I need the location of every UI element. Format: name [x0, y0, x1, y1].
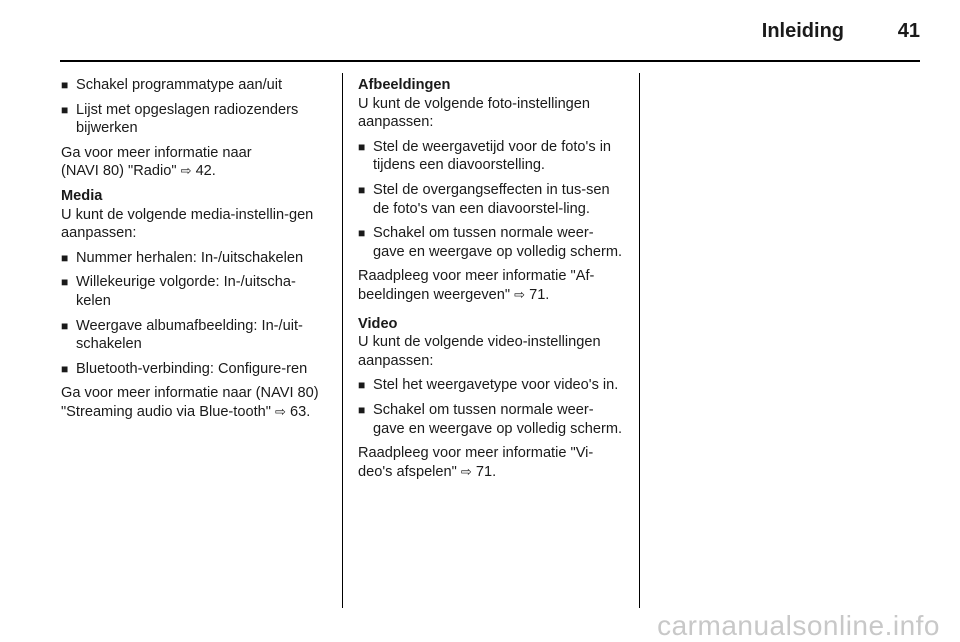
header-divider: [60, 60, 920, 62]
page-header: [60, 16, 920, 52]
photos-reference: Raadpleeg voor meer informatie "Af-beeldingen weergeven" ⇨ 71.: [358, 268, 595, 303]
photo-settings-list: [358, 138, 624, 262]
section-heading-photos: Afbeeldingen: [358, 77, 451, 93]
page-reference-link[interactable]: 71.: [529, 286, 550, 303]
watermark: carmanualsonline.info: [657, 610, 940, 641]
square-bullet-icon: ■: [61, 318, 69, 333]
list-item: ■ Schakel om tussen normale weer-gave en weergave op volledig scherm.: [358, 225, 623, 260]
column-2: [358, 76, 624, 487]
list-item: ■ Stel het weergavetype voor video's in.: [358, 377, 619, 394]
square-bullet-icon: ■: [61, 250, 69, 265]
media-intro: U kunt de volgende media-instellin-gen aanpassen:: [61, 206, 314, 242]
media-settings-list: [61, 249, 327, 379]
page-number: 41: [897, 20, 920, 42]
column-divider-2: [639, 73, 640, 608]
page-reference-arrow-icon: ⇨: [514, 286, 526, 302]
list-item: ■ Schakel om tussen normale weer-gave en weergave op volledig scherm.: [358, 401, 623, 437]
list-item: ■ Nummer herhalen: In-/uitschakelen: [61, 249, 304, 266]
section-heading-media: Media: [61, 187, 103, 204]
page-reference-arrow-icon: ⇨: [275, 403, 286, 419]
square-bullet-icon: ■: [61, 361, 69, 376]
list-item: ■ Stel de weergavetijd voor de foto's in tijdens een diavoorstelling.: [358, 138, 612, 174]
radio-reference: Ga voor meer informatie naar (NAVI 80) "Radio" ⇨ 42.: [61, 144, 252, 180]
video-intro: U kunt de volgende video-instellingen aanpassen:: [358, 334, 601, 369]
photos-intro: U kunt de volgende foto-instellingen aanpassen:: [358, 95, 591, 131]
page-reference-arrow-icon: ⇨: [180, 163, 192, 179]
square-bullet-icon: ■: [61, 275, 69, 290]
list-item: ■ Stel de overgangseffecten in tus-sen de foto's van een diavoorstel-ling.: [358, 181, 610, 217]
square-bullet-icon: ■: [358, 139, 366, 154]
video-settings-list: [358, 376, 624, 438]
square-bullet-icon: ■: [61, 78, 69, 92]
square-bullet-icon: ■: [358, 182, 366, 197]
video-reference: Raadpleeg voor meer informatie "Vi-deo's afspelen" ⇨ 71.: [358, 445, 594, 480]
radio-settings-list: [61, 76, 327, 138]
page-title: Inleiding: [761, 20, 844, 42]
list-item: ■ Schakel programmatype aan/uit: [61, 77, 283, 93]
column-1: [61, 76, 327, 428]
list-item: ■ Weergave albumafbeelding: In-/uit-schakelen: [61, 317, 303, 353]
page-reference-link[interactable]: 63.: [289, 403, 311, 420]
list-item: ■ Lijst met opgeslagen radiozenders bijwerken: [61, 101, 299, 137]
column-divider-1: [342, 73, 343, 608]
list-item: ■ Willekeurige volgorde: In-/uitscha-kelen: [61, 274, 296, 309]
page-reference-link[interactable]: 71.: [475, 463, 497, 480]
page-reference-link[interactable]: 42.: [195, 163, 216, 180]
bluetooth-reference: Ga voor meer informatie naar (NAVI 80) "Streaming audio via Blue-tooth" ⇨ 63.: [61, 385, 319, 420]
square-bullet-icon: ■: [358, 378, 366, 393]
page-reference-arrow-icon: ⇨: [460, 463, 472, 479]
square-bullet-icon: ■: [358, 402, 366, 417]
square-bullet-icon: ■: [358, 226, 366, 241]
square-bullet-icon: ■: [61, 102, 69, 117]
list-item: ■ Bluetooth-verbinding: Configure-ren: [61, 360, 308, 377]
section-heading-video: Video: [358, 315, 398, 332]
